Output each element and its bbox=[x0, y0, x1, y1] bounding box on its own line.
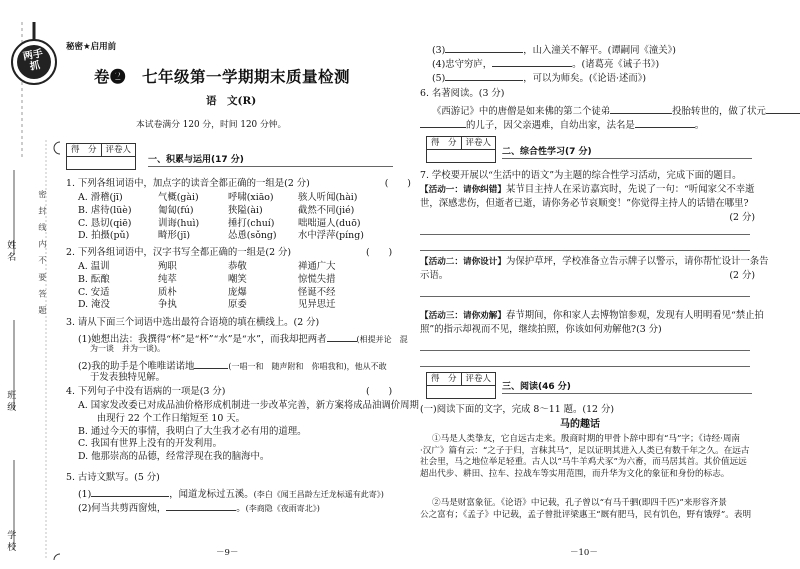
q3-part1-cont: 为一谈 并为一谈)。 bbox=[90, 344, 166, 353]
answer-blank[interactable] bbox=[445, 70, 523, 81]
q1-options bbox=[78, 192, 388, 243]
option-text: C. 安适 bbox=[78, 286, 110, 298]
option-text: 恭敬 bbox=[228, 261, 247, 272]
answer-blank[interactable] bbox=[194, 358, 228, 369]
score-box-2 bbox=[426, 136, 496, 163]
para-line: ②马是财富象征。《论语》中记载，孔子曾以“有马千驷(即四千匹)”来形容齐景 bbox=[432, 498, 727, 508]
source-text: (李白《闻王昌龄左迁龙标遥有此寄》) bbox=[253, 490, 384, 499]
activity-text: 春节期间，你和家人去博物馆参观，发现有人明明看见“禁止拍 bbox=[505, 310, 764, 321]
option-text: 禅通广大 bbox=[298, 261, 336, 272]
option-text: 咄咄逼人(duō) bbox=[298, 217, 361, 229]
class-label: 班级 bbox=[5, 390, 16, 414]
q1-option-d bbox=[78, 230, 388, 243]
q4-stem: 4. 下列句子中没有语病的一项是(3 分) ( ) bbox=[66, 386, 393, 397]
question-text: ，闻道龙标过五溪。 bbox=[169, 489, 254, 500]
article-para-1 bbox=[420, 434, 755, 481]
question-text: (3) bbox=[432, 45, 446, 56]
option-text: 质朴 bbox=[158, 286, 177, 298]
option-text: 纯萃 bbox=[158, 273, 177, 285]
q6-stem: 6. 名著阅读。(3 分) bbox=[420, 88, 505, 99]
q6-line2 bbox=[420, 117, 704, 133]
answer-blank[interactable] bbox=[166, 500, 236, 511]
activity-1 bbox=[420, 184, 755, 197]
q4-options bbox=[78, 400, 419, 464]
question-text: 。 bbox=[236, 503, 246, 514]
answer-line[interactable] bbox=[420, 366, 750, 367]
answer-blank[interactable] bbox=[91, 486, 169, 497]
score-box-1 bbox=[66, 143, 136, 170]
q1-option-a bbox=[78, 192, 388, 205]
question-text: ，可以为师矣。(《论语·述而》) bbox=[523, 73, 647, 84]
answer-blank[interactable] bbox=[635, 117, 695, 128]
right-page bbox=[420, 0, 769, 569]
grader-label: 评卷人 bbox=[465, 374, 492, 384]
answer-blank[interactable] bbox=[445, 42, 523, 53]
activity-1-cont: 世，深感悲伤，但逝者已逝，请你务必节哀顺变！”你觉得主持人的话错在哪里? bbox=[420, 198, 749, 209]
option-text: 畸形(jī) bbox=[158, 230, 190, 242]
option-text: 气概(gài) bbox=[158, 192, 199, 203]
activity-text: 为保护草坪，学校准备立告示牌子以警示，请你帮忙设计一条告 bbox=[505, 256, 769, 267]
option-text: 争执 bbox=[158, 299, 177, 311]
reading-1-stem: (一)阅读下面的文字，完成 8～11 题。(12 分) bbox=[420, 404, 615, 415]
q5-part5 bbox=[432, 70, 646, 86]
question-text: (4)忠守穷庐， bbox=[432, 59, 493, 70]
section-1-title: 一、积累与运用(17 分) bbox=[148, 155, 244, 165]
option-text: C. 恳切(qiē) bbox=[78, 217, 132, 229]
option-text: B. 虐待(lüè) bbox=[78, 204, 132, 216]
grader-label: 评卷人 bbox=[105, 145, 132, 155]
option-text: 狭隘(ài) bbox=[228, 204, 263, 216]
question-text: (1) bbox=[78, 489, 92, 500]
section-1-rule bbox=[148, 166, 393, 167]
q5-part2 bbox=[78, 500, 320, 516]
q1-option-b bbox=[78, 205, 388, 218]
para-line: ·汉广》篇有云：“之子于归，言秣其马”，足以证明其进入人类已有数千年之久。在远古 bbox=[420, 445, 750, 456]
q5-stem: 5. 古诗文默写。(5 分) bbox=[66, 472, 160, 483]
section-2-rule bbox=[502, 158, 752, 159]
answer-blank[interactable] bbox=[766, 103, 800, 114]
option-text: 嘲笑 bbox=[228, 273, 247, 285]
binding-strip bbox=[0, 0, 60, 569]
option-text: B. 酝酿 bbox=[78, 273, 110, 285]
question-text: (5) bbox=[432, 73, 446, 84]
choices-text: (一唱一和 随声附和 你唱我和)，他从不敢 bbox=[228, 362, 387, 371]
question-text: (1)她想出法：我撰得“杯”是“杯”“水”是“水”，而我却把两者 bbox=[78, 334, 327, 345]
page-number-right: －10－ bbox=[570, 548, 598, 558]
seal-circles bbox=[0, 140, 60, 560]
q1-option-c bbox=[78, 218, 388, 231]
option-text: 捶打(chuí) bbox=[228, 217, 275, 229]
exam-title: 卷❷ 七年级第一学期期末质量检测 bbox=[94, 67, 351, 86]
q2-option-c bbox=[78, 287, 388, 300]
name-label: 姓名 bbox=[5, 240, 16, 264]
score-box-3 bbox=[426, 372, 496, 399]
q4-option-a-cont: 由现行 22 个工作日缩短至 10 天。 bbox=[78, 412, 246, 424]
option-text: 截然不同(jié) bbox=[298, 204, 355, 216]
page-number-left: －9－ bbox=[216, 548, 239, 558]
option-text: A. 滑稽(jī) bbox=[78, 192, 123, 203]
answer-blank[interactable] bbox=[327, 331, 357, 342]
option-text: 怪诞不经 bbox=[298, 286, 336, 298]
option-text: 呼啸(xiāo) bbox=[228, 192, 274, 203]
option-text: 惊慌失措 bbox=[298, 273, 336, 285]
article-title: 马的趣话 bbox=[560, 419, 600, 430]
q2-stem: 2. 下列各组词语中，汉字书写全都正确的一组是(2 分) ( ) bbox=[66, 247, 393, 258]
option-text: D. 拍摄(pǔ) bbox=[78, 230, 130, 242]
score-label: 得 分 bbox=[427, 373, 462, 385]
q4-option-a: A. 国家发改委已对成品油价格形成机制进一步改革完善，新方案将成品油调价周期 bbox=[78, 400, 419, 411]
question-text: 投胎转世的，做了状元 bbox=[672, 106, 766, 117]
para-line: 超出代步、耕田、拉车、拉战车等实用范围，而升华为文化的象征和身份的标志。 bbox=[420, 469, 730, 480]
grader-label: 评卷人 bbox=[465, 138, 492, 148]
answer-blank[interactable] bbox=[610, 103, 672, 114]
answer-blank[interactable] bbox=[420, 117, 466, 128]
brand-logo: 两手抓 bbox=[22, 48, 44, 73]
q1-stem: 1. 下列各组词语中，加点字的读音全都正确的一组是(2 分) ( ) bbox=[66, 178, 411, 189]
article-para-2 bbox=[420, 498, 755, 521]
option-text: 水中浮萍(píng) bbox=[298, 230, 364, 242]
section-3-title: 三、阅读(46 分) bbox=[502, 382, 571, 392]
para-line: 公之富有；《孟子》中记载，孟子曾批评梁惠王“厩有肥马，民有饥色，野有饿殍”。表明 bbox=[420, 509, 752, 520]
section-2-title: 二、综合性学习(7 分) bbox=[502, 147, 592, 157]
question-text: 《西游记》中的唐僧是如来佛的第二个徒弟 bbox=[432, 106, 611, 117]
seal-text: 密 封 线 内 不 要 答 题 bbox=[37, 190, 47, 317]
para-line: ①马是人类挚友，它自远古走来。殷商时期的甲骨卜辞中即有“马”字；《诗经·周南 bbox=[432, 434, 741, 444]
q3-stem: 3. 请从下面三个词语中选出最符合语境的填在横线上。(2 分) bbox=[66, 317, 320, 328]
q2-options bbox=[78, 261, 388, 312]
activity-label: 【活动二：请你设计】 bbox=[420, 257, 506, 267]
confidential-label: 秘密★启用前 bbox=[66, 42, 117, 52]
option-text: 原委 bbox=[228, 299, 247, 311]
answer-line[interactable] bbox=[420, 296, 750, 297]
option-text: 匍匐(fú) bbox=[158, 204, 194, 216]
q4-option-b: B. 通过今天的事情，我明白了大生我才必有用的道理。 bbox=[78, 425, 307, 437]
choices-text: (相提并论 混 bbox=[356, 335, 408, 344]
activity-2 bbox=[420, 256, 768, 269]
q4-option-d: D. 他那崇高的品德，经常浮现在我的脑海中。 bbox=[78, 451, 270, 463]
option-text: 怂恿(sǒng) bbox=[228, 230, 277, 242]
answer-line[interactable] bbox=[420, 350, 750, 351]
option-text: D. 淹没 bbox=[78, 299, 110, 311]
option-text: A. 温训 bbox=[78, 261, 110, 272]
q4-option-c: C. 我国有世界上没有的开发利用。 bbox=[78, 438, 223, 450]
activity-text: 某节目主持人在采访嘉宾时，先说了一句：“听闻家父不幸逝 bbox=[505, 184, 755, 195]
activity-label: 【活动一：请你纠错】 bbox=[420, 185, 506, 195]
para-line: 社会里，马之地位举足轻重。古人以“马牛羊鸡犬豕”为六畜，而马居其首。其价值远远 bbox=[420, 457, 747, 468]
activity-1-points: (2 分) bbox=[729, 212, 755, 223]
question-text: ，山入潼关不解平。(谭嗣同《潼关》) bbox=[523, 45, 676, 56]
subject-title: 语 文(R) bbox=[206, 95, 257, 107]
question-text: (2)何当共剪西窗烛， bbox=[78, 503, 167, 514]
activity-3 bbox=[420, 310, 764, 323]
section-3-rule bbox=[502, 393, 752, 394]
question-text: (2)我的助手是个唯唯诺诺地 bbox=[78, 361, 195, 372]
activity-label: 【活动三：请你劝解】 bbox=[420, 311, 506, 321]
source-text: (李商隐《夜雨寄北》) bbox=[245, 504, 320, 513]
option-text: 骇人听闻(hài) bbox=[298, 192, 358, 203]
left-page bbox=[66, 0, 419, 569]
score-label: 得 分 bbox=[67, 144, 102, 156]
q7-stem: 7. 学校要开展以“生活中的语文”为主题的综合性学习活动，完成下面的题目。 bbox=[420, 170, 742, 181]
activity-2-points: (2 分) bbox=[729, 270, 755, 281]
score-label: 得 分 bbox=[427, 137, 462, 149]
question-text: 。 bbox=[694, 120, 705, 131]
activity-2-cont: 示语。 bbox=[420, 270, 449, 281]
question-text: 。(诸葛亮《诫子书》) bbox=[572, 59, 660, 70]
answer-line[interactable] bbox=[420, 234, 750, 235]
q3-part2-cont: 于发表独特见解。 bbox=[90, 372, 166, 383]
school-label: 学校 bbox=[5, 530, 16, 554]
q2-option-d bbox=[78, 299, 388, 312]
q2-option-a bbox=[78, 261, 388, 274]
option-text: 庞爆 bbox=[228, 286, 247, 298]
question-text: 的儿子，因父亲遇难，自幼出家，法名是 bbox=[466, 120, 635, 131]
q2-option-b bbox=[78, 274, 388, 287]
option-text: 殉职 bbox=[158, 261, 177, 272]
activity-3-cont: 照”的指示却视而不见，继续拍照，你该如何劝解他?(3 分) bbox=[420, 324, 662, 335]
option-text: 见异思迁 bbox=[298, 299, 336, 311]
answer-line[interactable] bbox=[420, 250, 750, 251]
answer-blank[interactable] bbox=[492, 56, 572, 67]
exam-meta: 本试卷满分 120 分，时间 120 分钟。 bbox=[136, 120, 287, 130]
option-text: 训诲(huì) bbox=[158, 217, 200, 229]
